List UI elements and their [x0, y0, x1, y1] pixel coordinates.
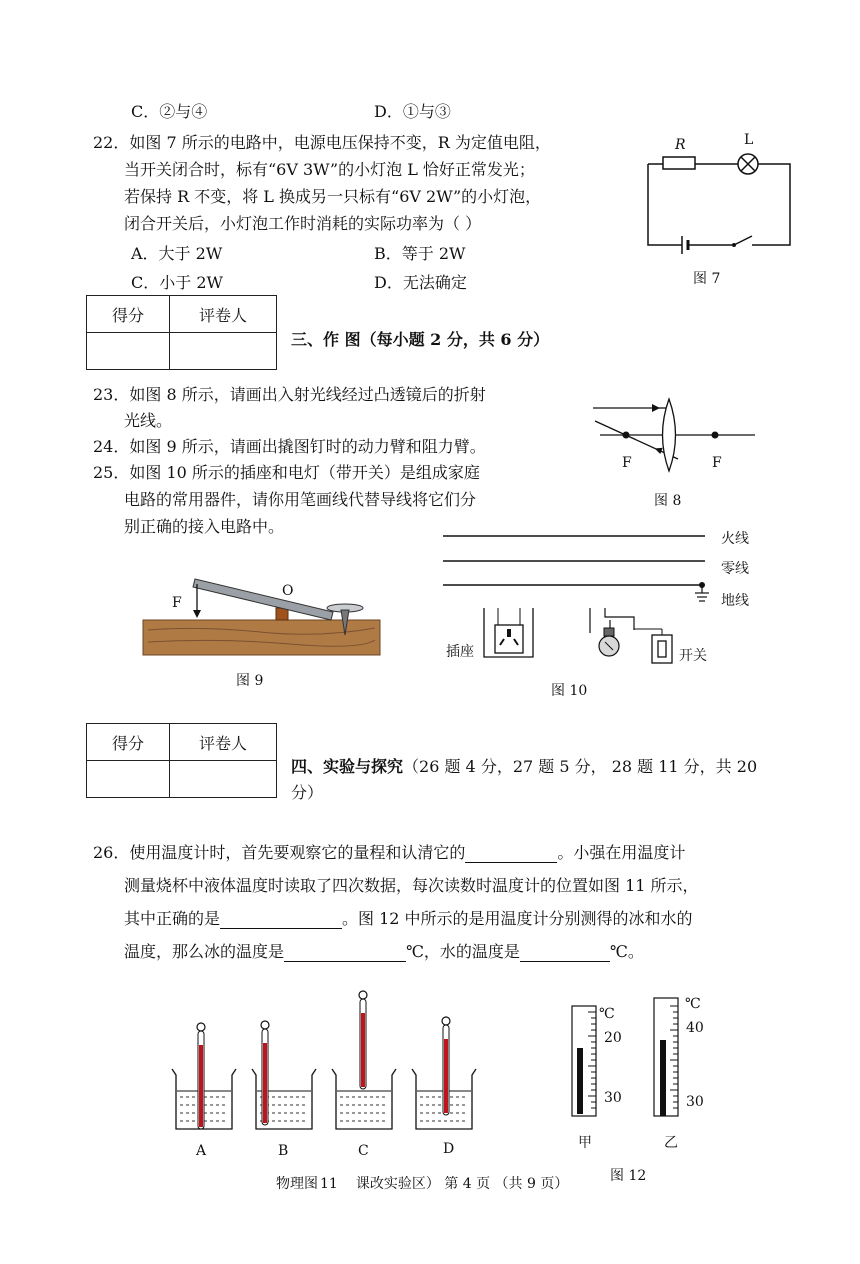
- q22-option-a: A．大于 2W: [131, 244, 223, 263]
- q26-line1: [93, 843, 685, 863]
- thermometer-jia: [572, 1006, 596, 1116]
- q26-text-4a: 温度，那么冰的温度是: [124, 942, 285, 961]
- q21-option-c: C．②与④: [131, 102, 208, 121]
- q23-line2: 光线。: [124, 411, 173, 430]
- score-header: 得分: [87, 296, 170, 333]
- fig10-ground-wire-label: 地线: [721, 593, 749, 609]
- fig11-label-c: C: [358, 1143, 369, 1159]
- q22-line3: 若保持 R 不变，将 L 换成另一只标有“6V 2W”的小灯泡，: [124, 187, 542, 206]
- grader-cell[interactable]: [170, 333, 277, 370]
- fig10-caption: 图 10: [551, 683, 588, 699]
- page-footer: [276, 1173, 568, 1193]
- section4-detail-2: 分）: [291, 783, 324, 802]
- fig12-yi-bottom-tick: 30: [686, 1094, 704, 1110]
- section4-detail: （26 题 4 分，27 题 5 分， 28 题 11 分，共 20: [403, 757, 758, 776]
- fig12-jia-bottom-tick: 30: [604, 1090, 622, 1106]
- fig12-jia-name: 甲: [578, 1135, 592, 1151]
- score-table-section3: [86, 295, 277, 370]
- fig11-beakers-diagram: [160, 985, 490, 1135]
- fig11-caption-number: 11: [320, 1176, 338, 1192]
- q24-line1: 24．如图 9 所示，请画出撬图钉时的动力臂和阻力臂。: [93, 437, 486, 456]
- fig12-yi-top-tick: 40: [686, 1020, 704, 1036]
- fig11-label-b: B: [278, 1143, 289, 1159]
- q26-text-1b: 。小强在用温度计: [557, 843, 686, 862]
- fig9-label-o: O: [282, 583, 294, 599]
- footer-text-start: 物理图: [276, 1176, 318, 1192]
- beaker-c: [332, 991, 396, 1129]
- fig12-jia-unit: ℃: [599, 1006, 615, 1022]
- fig12-yi-name: 乙: [664, 1135, 678, 1151]
- fig8-caption: 图 8: [654, 493, 682, 509]
- q22-line4: 闭合开关后，小灯泡工作时消耗的实际功率为（ ）: [124, 214, 482, 233]
- q21-option-d: D．①与③: [374, 102, 451, 121]
- beaker-d: [412, 1017, 476, 1129]
- fig12-caption: 图 12: [610, 1168, 647, 1184]
- fig7-label-r: R: [675, 137, 686, 153]
- q25-line3: 别正确的接入电路中。: [124, 517, 285, 536]
- grader-header: 评卷人: [170, 296, 277, 333]
- footer-text-rest: 课改实验区） 第 4 页 （共 9 页）: [355, 1176, 569, 1192]
- fig10-live-wire-label: 火线: [721, 531, 749, 547]
- fig7-label-l: L: [744, 132, 754, 148]
- q23-line1: 23．如图 8 所示，请画出入射光线经过凸透镜后的折射: [93, 385, 486, 404]
- q22-option-c: C．小于 2W: [131, 273, 223, 292]
- score-table-section4: [86, 723, 277, 798]
- fig12-yi-unit: ℃: [685, 996, 701, 1012]
- beaker-a: [172, 1023, 236, 1129]
- fig10-switch-label: 开关: [679, 648, 707, 664]
- fig8-focus-right: F: [712, 455, 722, 471]
- thermometer-yi: [654, 998, 678, 1116]
- section4-title: 四、实验与探究: [291, 757, 404, 776]
- score-cell[interactable]: [87, 333, 170, 370]
- q22-option-b: B．等于 2W: [374, 244, 466, 263]
- q26-text-3a: 其中正确的是: [124, 909, 221, 928]
- q26-blank-4[interactable]: [520, 944, 610, 962]
- beaker-b: [252, 1021, 316, 1129]
- grader-cell[interactable]: [170, 761, 277, 798]
- q26-text-3b: 。图 12 中所示的是用温度计分别测得的冰和水的: [342, 909, 693, 928]
- score-cell[interactable]: [87, 761, 170, 798]
- section3-title: 三、作 图（每小题 2 分，共 6 分）: [291, 330, 550, 349]
- q26-text-1a: 26．使用温度计时，首先要观察它的量程和认清它的: [93, 843, 466, 862]
- fig11-label-d: D: [443, 1141, 455, 1157]
- section4-heading: [291, 757, 757, 777]
- fig10-socket-label: 插座: [446, 644, 474, 660]
- q26-blank-2[interactable]: [220, 911, 342, 929]
- q25-line2: 电路的常用器件，请你用笔画线代替导线将它们分: [124, 490, 477, 509]
- grader-header: 评卷人: [170, 724, 277, 761]
- fig12-jia-top-tick: 20: [604, 1030, 622, 1046]
- score-header: 得分: [87, 724, 170, 761]
- fig8-lens-diagram: [590, 395, 765, 485]
- fig9-lever-diagram: [140, 570, 385, 665]
- q26-text-4b: ℃，水的温度是: [406, 942, 520, 961]
- fig7-circuit-diagram: [640, 130, 800, 290]
- q26-line4: [124, 942, 644, 962]
- q22-line1: 22．如图 7 所示的电路中，电源电压保持不变，R 为定值电阻，: [93, 133, 551, 152]
- q22-option-d: D．无法确定: [374, 273, 467, 292]
- fig11-label-a: A: [196, 1143, 207, 1159]
- q26-line3: [124, 909, 693, 929]
- q26-line2: 测量烧杯中液体温度时读取了四次数据，每次读数时温度计的位置如图 11 所示，: [124, 876, 699, 895]
- q26-text-4c: ℃。: [609, 942, 644, 961]
- fig10-circuit-diagram: [440, 525, 720, 665]
- fig12-thermometers-diagram: [560, 998, 700, 1118]
- q26-blank-3[interactable]: [284, 944, 406, 962]
- q26-blank-1[interactable]: [465, 845, 557, 863]
- q25-line1: 25．如图 10 所示的插座和电灯（带开关）是组成家庭: [93, 463, 480, 482]
- q22-line2: 当开关闭合时，标有“6V 3W”的小灯泡 L 恰好正常发光；: [124, 160, 535, 179]
- fig7-caption: 图 7: [693, 271, 721, 287]
- fig10-neutral-wire-label: 零线: [721, 561, 749, 577]
- fig9-caption: 图 9: [236, 673, 264, 689]
- fig9-label-f: F: [172, 595, 182, 611]
- fig8-focus-left: F: [622, 455, 632, 471]
